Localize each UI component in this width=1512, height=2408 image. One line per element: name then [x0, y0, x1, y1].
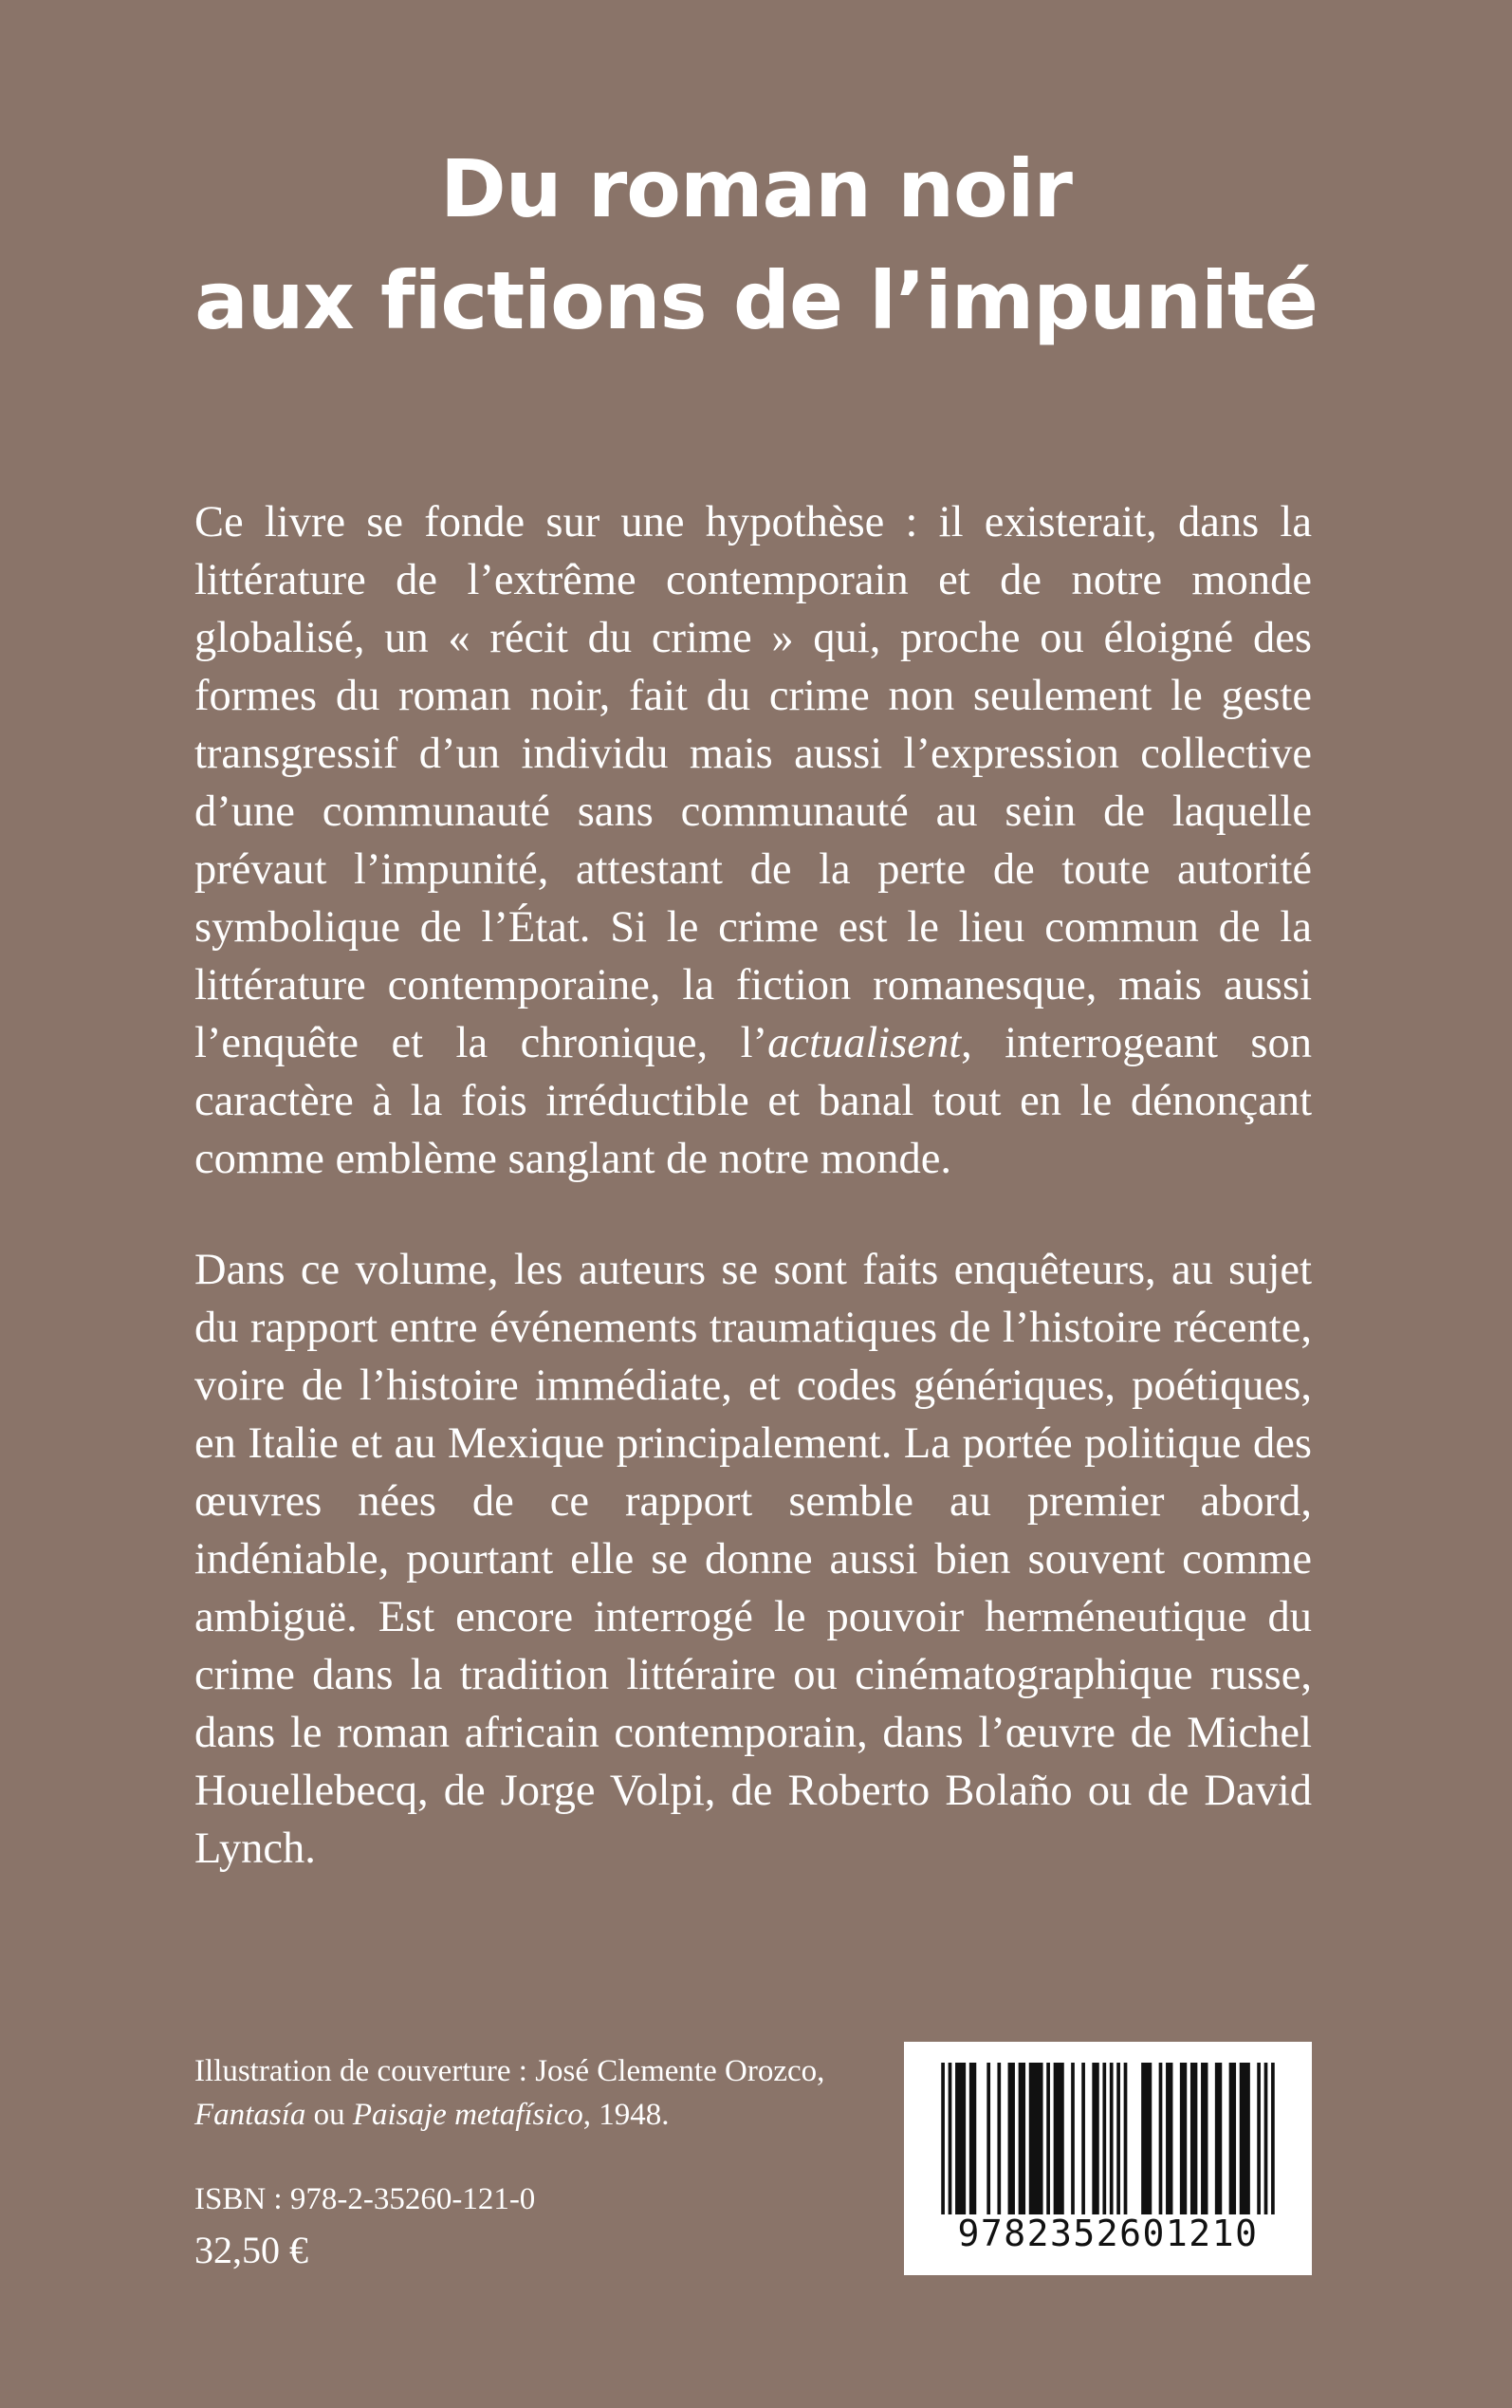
barcode-bar: [1264, 2063, 1268, 2214]
barcode-bar: [1019, 2063, 1025, 2214]
barcode-bar: [1141, 2063, 1152, 2214]
title-line-2: aux fictions de l’impunité: [194, 254, 1318, 347]
barcode-bar: [1159, 2063, 1163, 2214]
credit-work-1: Fantasía: [194, 2098, 306, 2132]
barcode-digits: 9782352601210: [957, 2213, 1259, 2254]
barcode-bar: [1190, 2063, 1197, 2214]
barcode-box: [904, 2042, 1312, 2275]
blurb-paragraph-1-text: Ce livre se fonde sur une hypothèse : il existerait, dans la littérature de l’extrême contemporain et de notre monde globalisé, un « récit du crime » qui, proche ou éloigné des formes du roman noir, fait du crime non seulement le geste transgressif d’un individu mais aussi l’expression collective d’une communauté sans communauté au sein de laquelle prévaut l’impunité, attestant de la perte de toute autorité symbolique de l’État. Si le crime est le lieu commun de la littérature contemporaine, la fiction romanesque, mais aussi l’enquête et la chronique, l’: [194, 498, 1312, 1067]
blurb-paragraph-1-end: , interrogeant son caractère à la fois irréductible et banal tout en le dénonçant comme emblème sanglant de notre monde.: [194, 1019, 1312, 1183]
blurb-italic-word: actualisent: [767, 1019, 962, 1067]
cover-illustration-credit: [194, 2049, 934, 2137]
barcode-bar: [1124, 2063, 1128, 2214]
barcode-bar: [1008, 2063, 1015, 2214]
credit-prefix: Illustration de couverture : José Clemente Orozco,: [194, 2054, 825, 2088]
blurb-paragraph-2: Dans ce volume, les auteurs se sont faits enquêteurs, au sujet du rapport entre événements traumatiques de l’histoire récente, voire de l’histoire immédiate, et codes génériques, poétiques, en Italie et au Mexique principalement. La portée politique des œuvres nées de ce rapport semble au premier abord, indéniable, pourtant elle se donne aussi bien souvent comme ambiguë. Est encore interrogé le pouvoir herméneutique du crime dans la tradition littéraire ou cinématographique russe, dans le roman africain contemporain, dans l’œuvre de Michel Houellebecq, de Jorge Volpi, de Roberto Bolaño ou de David Lynch.: [194, 1246, 1312, 1873]
barcode-bar: [1180, 2063, 1187, 2214]
blurb-paragraph-1: [194, 493, 1312, 1188]
credit-joiner: ou: [305, 2098, 353, 2132]
barcode-bar: [1071, 2063, 1075, 2214]
price-text: 32,50 €: [194, 2229, 308, 2271]
barcode-bar: [1029, 2063, 1043, 2214]
barcode-bar: [1229, 2063, 1236, 2214]
credit-suffix: , 1948.: [582, 2098, 670, 2132]
barcode-bar: [1110, 2063, 1114, 2214]
barcode-bar: [949, 2063, 952, 2214]
barcode-bar: [941, 2063, 945, 2214]
isbn-text: ISBN : 978-2-35260-121-0: [194, 2182, 536, 2216]
barcode-bar: [1271, 2063, 1275, 2214]
barcode-bar: [1166, 2063, 1172, 2214]
barcode-bar: [1201, 2063, 1208, 2214]
title-line-1: Du roman noir: [440, 142, 1072, 235]
barcode-bar: [955, 2063, 966, 2214]
barcode-bar: [1116, 2063, 1120, 2214]
barcode-bar: [1092, 2063, 1098, 2214]
barcode-bar: [1215, 2063, 1222, 2214]
credit-work-2: Paisaje metafísico: [352, 2098, 583, 2132]
barcode-bar: [986, 2063, 990, 2214]
barcode-bar: [1102, 2063, 1106, 2214]
barcode-bar: [997, 2063, 1001, 2214]
barcode-bar: [1240, 2063, 1250, 2214]
barcode-bar: [1046, 2063, 1050, 2214]
barcode-bar: [969, 2063, 976, 2214]
barcode-bar: [1081, 2063, 1085, 2214]
book-title: [0, 133, 1512, 357]
barcode-bar: [1257, 2063, 1261, 2214]
barcode-bar: [1054, 2063, 1064, 2214]
